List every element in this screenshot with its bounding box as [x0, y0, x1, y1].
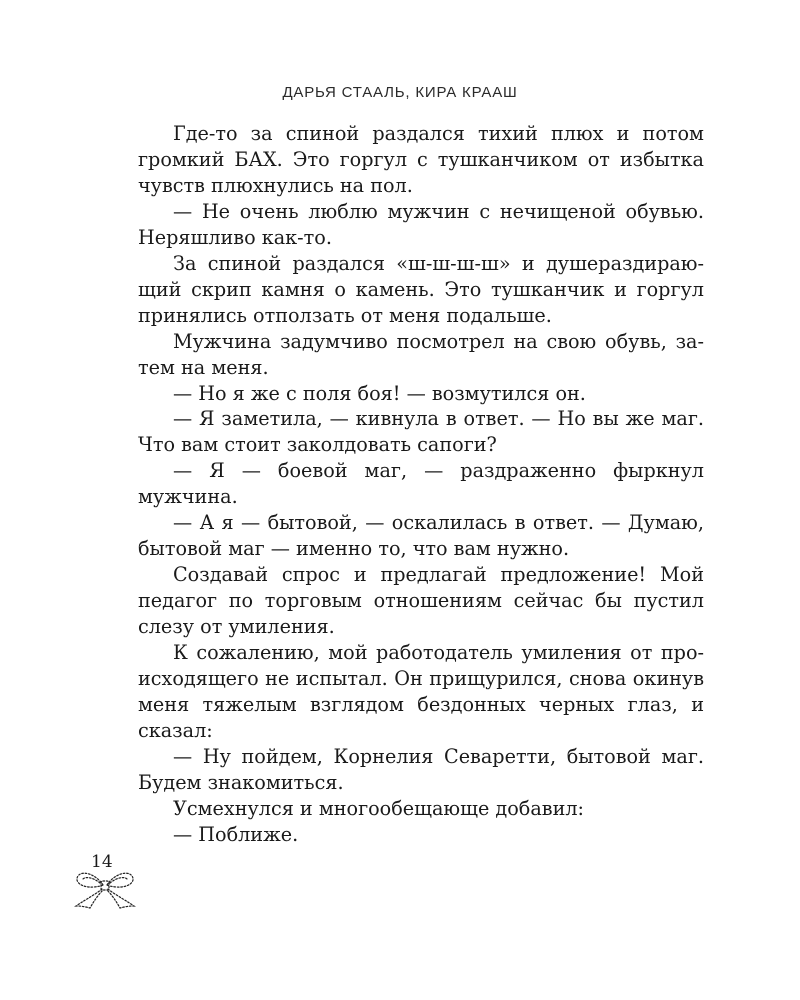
paragraph: — А я — бытовой, — оскалилась в ответ. — Думаю, бытовой маг — именно то, что вам нужно.: [138, 511, 704, 561]
paragraph: Усмехнулся и многообещающе добавил:: [173, 796, 585, 820]
paragraph: Создавай спрос и предлагай предложение! Мой педагог по торговым отношениям сейчас бы пустил слезу от умиления.: [138, 563, 704, 639]
paragraph: — Я заметила, — кивнула в ответ. — Но вы же маг. Что вам стоит заколдовать сапоги?: [138, 407, 704, 457]
paragraph: — Ну пойдем, Корнелия Севаретти, бытовой маг. Будем знакомиться.: [138, 744, 704, 794]
paragraph: — Я — боевой маг, — раздраженно фыркнул мужчина.: [138, 459, 704, 509]
bow-ornament-icon: [70, 868, 140, 910]
paragraph: — Не очень люблю мужчин с нечищеной обувью. Неряшливо как-то.: [138, 199, 704, 249]
paragraph: К сожалению, мой работодатель умиления от происходящего не испытал. Он прищурился, снова окинув меня тяжелым взглядом бездонных черных глаз, и сказал:: [138, 641, 704, 742]
paragraph: Мужчина задумчиво посмотрел на свою обувь, затем на меня.: [138, 329, 704, 379]
paragraph: — Поближе.: [173, 822, 299, 846]
body-text: [138, 121, 704, 848]
paragraph: — Но я же с поля боя! — возмутился он.: [173, 381, 586, 405]
running-head: ДАРЬЯ СТААЛЬ, КИРА КРААШ: [282, 84, 518, 101]
paragraph: За спиной раздался «ш-ш-ш-ш» и душераздирающий скрип камня о камень. Это тушканчик и горгул принялись отползать от меня подальше.: [138, 251, 704, 327]
page-number: 14: [91, 852, 113, 872]
paragraph: Где-то за спиной раздался тихий плюх и потом громкий БАХ. Это горгул с тушканчиком от избытка чувств плюхнулись на пол.: [138, 122, 704, 197]
